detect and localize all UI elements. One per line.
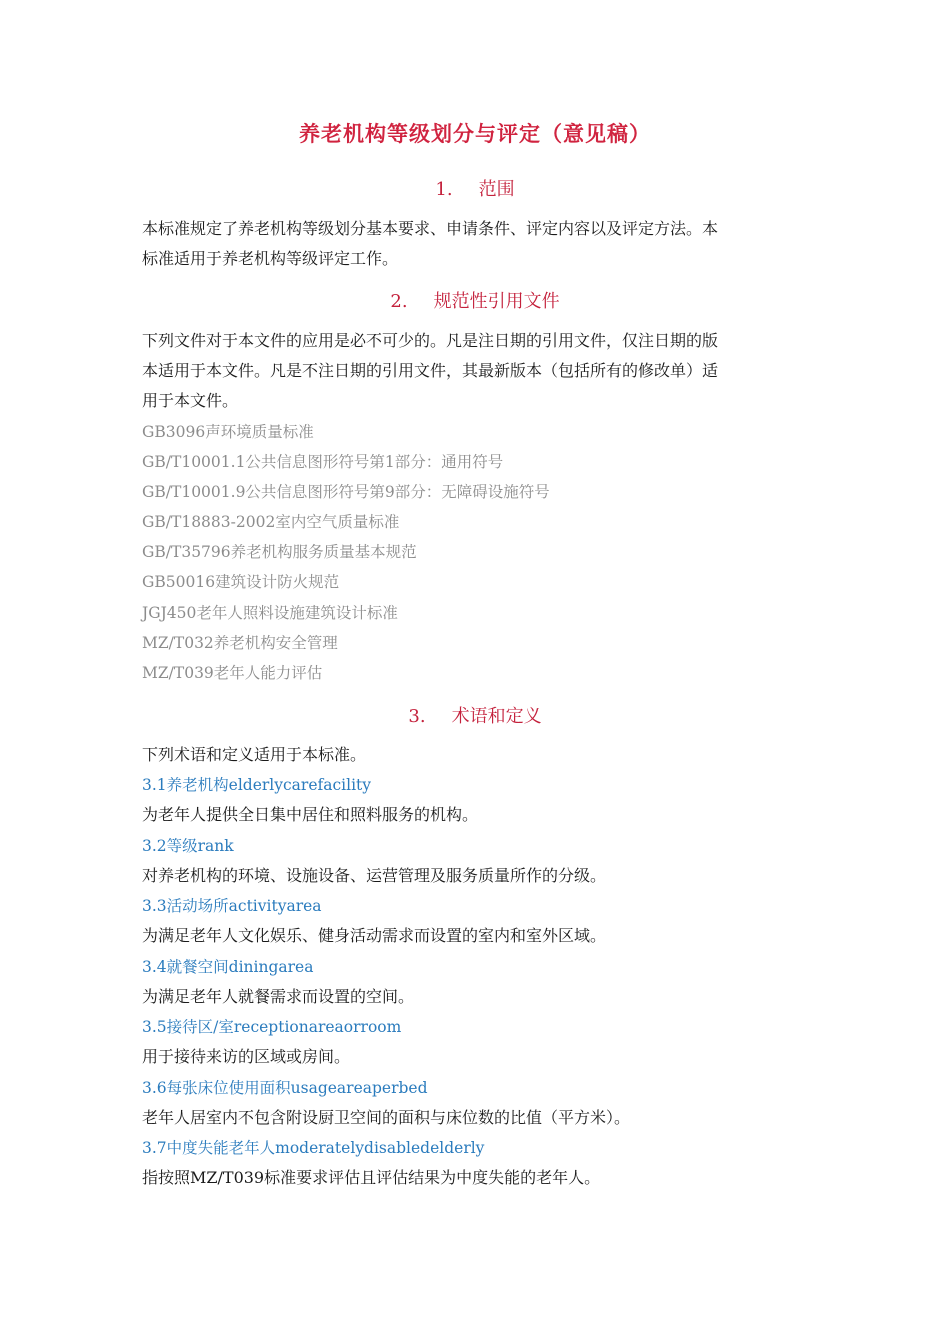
term-heading: 3.7中度失能老年人moderatelydisabledelderly: [142, 1139, 485, 1157]
term-heading: 3.2等级rank: [142, 837, 234, 855]
term-heading: 3.3活动场所activityarea: [142, 897, 322, 915]
term-definition: 为满足老年人就餐需求而设置的空间。: [142, 987, 415, 1006]
scope-paragraph-line: 本标准规定了养老机构等级划分基本要求、申请条件、评定内容以及评定方法。本: [142, 219, 719, 238]
normative-paragraph-line: 下列文件对于本文件的应用是必不可少的。凡是注日期的引用文件，仅注日期的版: [142, 331, 719, 350]
section-label: 规范性引用文件: [433, 291, 560, 312]
reference-item: GB/T10001.1公共信息图形符号第1部分：通用符号: [142, 453, 504, 471]
section-label: 范围: [478, 179, 515, 200]
reference-item: MZ/T039老年人能力评估: [142, 664, 323, 682]
term-heading: 3.1养老机构elderlycarefacility: [142, 776, 372, 794]
term-definition: 用于接待来访的区域或房间。: [142, 1047, 351, 1066]
section-heading-terms-definitions: [0, 702, 950, 728]
term-definition: 为老年人提供全日集中居住和照料服务的机构。: [142, 805, 479, 824]
term-definition: 对养老机构的环境、设施设备、运营管理及服务质量所作的分级。: [142, 866, 607, 885]
reference-item: GB/T18883-2002室内空气质量标准: [142, 513, 400, 531]
term-definition: 指按照MZ/T039标准要求评估且评估结果为中度失能的老年人。: [142, 1168, 601, 1187]
document-title: 养老机构等级划分与评定（意见稿）: [299, 122, 651, 146]
section-label: 术语和定义: [451, 706, 542, 727]
reference-item: GB/T35796养老机构服务质量基本规范: [142, 543, 417, 561]
reference-item: JGJ450老年人照料设施建筑设计标准: [142, 604, 398, 622]
reference-item: GB50016建筑设计防火规范: [142, 573, 340, 591]
term-heading: 3.4就餐空间diningarea: [142, 958, 314, 976]
normative-paragraph-line: 本适用于本文件。凡是不注日期的引用文件，其最新版本（包括所有的修改单）适: [142, 361, 719, 380]
term-heading: 3.5接待区/室receptionareaorroom: [142, 1018, 402, 1036]
term-definition: 为满足老年人文化娱乐、健身活动需求而设置的室内和室外区域。: [142, 926, 607, 945]
section-number: 1.: [435, 179, 453, 200]
section-number: 2.: [390, 291, 408, 312]
section-number: 3.: [408, 706, 426, 727]
reference-item: GB/T10001.9公共信息图形符号第9部分：无障碍设施符号: [142, 483, 550, 501]
scope-paragraph-line: 标准适用于养老机构等级评定工作。: [142, 249, 399, 268]
normative-paragraph-line: 用于本文件。: [142, 391, 239, 410]
reference-item: MZ/T032养老机构安全管理: [142, 634, 338, 652]
reference-item: GB3096声环境质量标准: [142, 423, 314, 441]
terms-intro: 下列术语和定义适用于本标准。: [142, 745, 367, 764]
section-heading-normative-references: [0, 287, 950, 313]
term-definition: 老年人居室内不包含附设厨卫空间的面积与床位数的比值（平方米）。: [142, 1108, 631, 1127]
term-heading: 3.6每张床位使用面积usageareaperbed: [142, 1079, 428, 1097]
section-heading-scope: [0, 175, 950, 201]
